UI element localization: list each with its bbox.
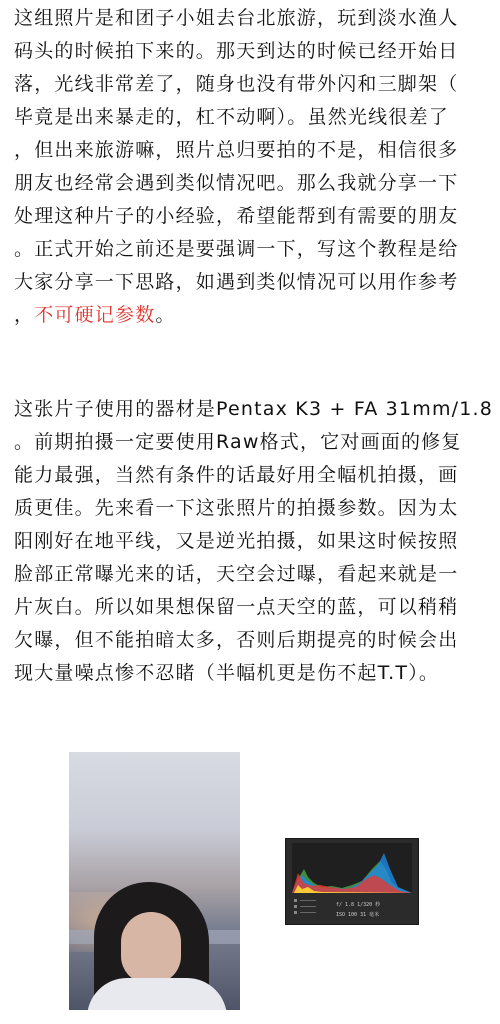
text-line-last <box>14 299 494 332</box>
shirt-shape <box>87 978 227 1010</box>
face-shape <box>121 912 181 984</box>
text-line: 片灰白。所以如果想保留一点天空的蓝，可以稍稍 <box>14 596 459 618</box>
text-line: 现大量噪点惨不忍睹（半幅机更是伤不起T.T）。 <box>14 662 440 684</box>
histogram-panel <box>285 838 419 925</box>
info-icon <box>294 899 297 902</box>
text-line: 质更佳。先来看一下这张照片的拍摄参数。因为太 <box>14 497 459 519</box>
text-line: 这张片子使用的器材是Pentax K3 + FA 31mm/1.8 <box>14 398 494 420</box>
text-line: 。正式开始之前还是要强调一下，写这个教程是给 <box>14 238 459 260</box>
info-icon <box>294 905 297 908</box>
portrait-photo <box>69 752 240 1010</box>
text-line: ，但出来旅游嘛，照片总归要拍的不是，相信很多 <box>14 139 459 161</box>
text-fragment: 。 <box>155 304 176 326</box>
text-line: 落，光线非常差了，随身也没有带外闪和三脚架（ <box>14 73 459 95</box>
text-fragment: ， <box>14 304 35 326</box>
text-line: 处理这种片子的小经验，希望能帮到有需要的朋友 <box>14 205 459 227</box>
equipment-paragraph <box>14 393 494 690</box>
text-line: 脸部正常曝光来的话，天空会过曝，看起来就是一 <box>14 563 459 585</box>
text-line: 毕竟是出来暴走的，杠不动啊）。虽然光线很差了 <box>14 106 449 128</box>
text-line: 欠曝，但不能拍暗太多，否则后期提亮的时候会出 <box>14 629 459 651</box>
text-line: 能力最强，当然有条件的话最好用全幅机拍摄，画 <box>14 464 459 486</box>
info-icon <box>294 911 297 914</box>
text-line: 大家分享一下思路，如遇到类似情况可以用作参考 <box>14 271 459 293</box>
text-line: 这组照片是和团子小姐去台北旅游，玩到淡水渔人 <box>14 7 459 29</box>
iso-readout: ISO 100 31 毫米 <box>336 912 380 918</box>
text-line: 码头的时候拍下来的。那天到达的时候已经开始日 <box>14 40 459 62</box>
intro-paragraph <box>14 2 494 332</box>
highlight-text: 不可硬记参数 <box>34 304 156 326</box>
text-line: 朋友也经常会遇到类似情况吧。那么我就分享一下 <box>14 172 459 194</box>
exposure-readout: f/ 1.8 1/320 秒 <box>336 902 381 908</box>
text-line: 阳刚好在地平线，又是逆光拍摄，如果这时候按照 <box>14 530 459 552</box>
text-line: 。前期拍摄一定要使用Raw格式，它对画面的修复 <box>14 431 462 453</box>
